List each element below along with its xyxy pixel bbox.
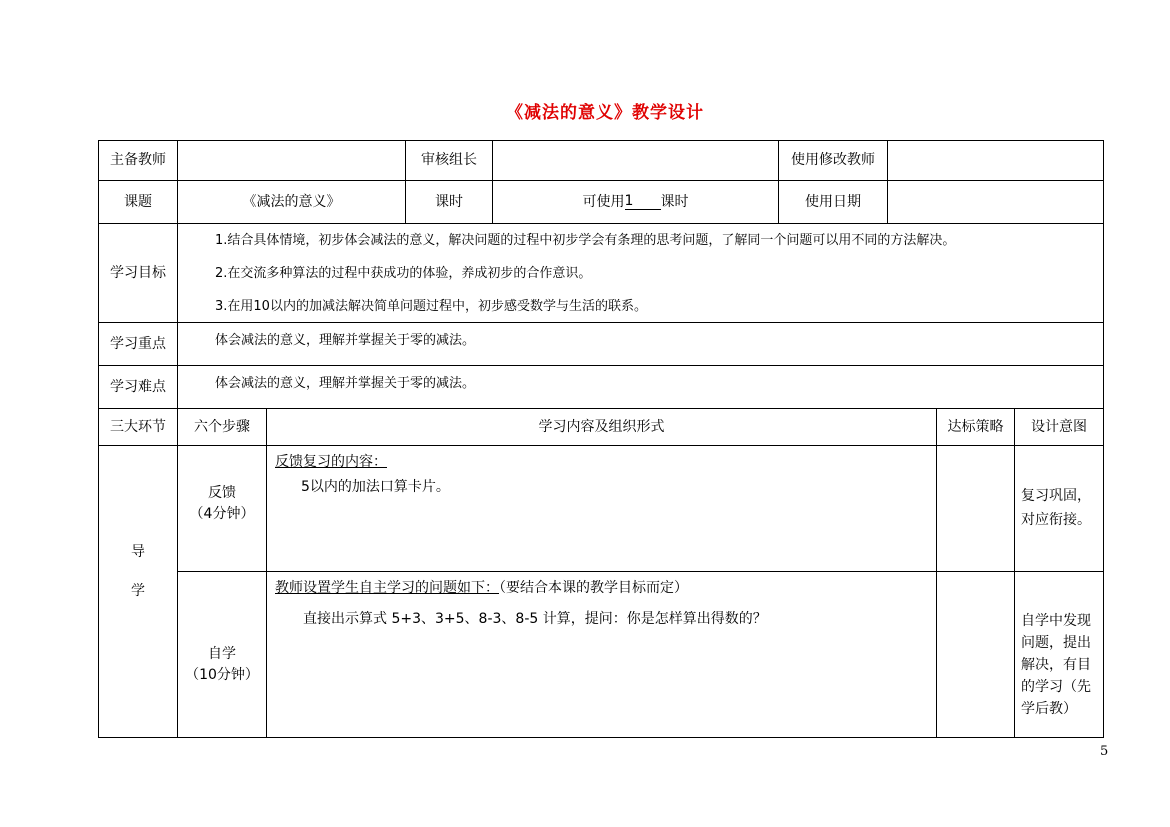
hours-value: 可使用 1 课时: [492, 180, 779, 224]
col-intent-header: 设计意图: [1014, 408, 1104, 446]
strategy-feedback: [936, 445, 1015, 572]
difficulty-text: 体会减法的意义，理解并掌握关于零的减法。: [177, 365, 1104, 409]
reviewer-label: 审核组长: [405, 140, 493, 181]
difficulty-label: 学习难点: [98, 365, 178, 409]
date-value: [887, 180, 1104, 224]
modifier-value: [887, 140, 1104, 181]
col-step-header: 六个步骤: [177, 408, 267, 446]
reviewer-value: [492, 140, 779, 181]
key-point-text: 体会减法的意义，理解并掌握关于零的减法。: [177, 322, 1104, 366]
hours-blank: 1: [625, 194, 661, 210]
step-feedback: 反馈 （4分钟）: [177, 445, 267, 572]
topic-value: 《减法的意义》: [177, 180, 406, 224]
selfstudy-heading-note: （要结合本课的教学目标而定）: [499, 580, 688, 596]
content-selfstudy: [266, 571, 937, 738]
topic-label: 课题: [98, 180, 178, 224]
content-feedback: [266, 445, 937, 572]
goals-label: 学习目标: [98, 223, 178, 323]
feedback-heading: 反馈复习的内容：: [275, 454, 387, 470]
strategy-selfstudy: [936, 571, 1015, 738]
date-label: 使用日期: [778, 180, 888, 224]
col-content-header: 学习内容及组织形式: [266, 408, 937, 446]
feedback-body: 5以内的加法口算卡片。: [301, 479, 450, 495]
selfstudy-heading-line: [275, 578, 928, 599]
col-strategy-header: 达标策略: [936, 408, 1015, 446]
step-selfstudy: 自学 （10分钟）: [177, 571, 267, 738]
teacher-value: [177, 140, 406, 181]
goals-content: [177, 223, 1104, 323]
goal-item: 1.结合具体情境，初步体会减法的意义，解决问题的过程中初步学会有条理的思考问题，了解同一个问题可以用不同的方法解决。: [215, 233, 956, 248]
selfstudy-body: 直接出示算式 5+3、3+5、8-3、8-5 计算，提问：你是怎样算出得数的？: [303, 611, 767, 627]
document-title: 《减法的意义》教学设计: [506, 103, 704, 123]
teacher-label: 主备教师: [98, 140, 178, 181]
col-stage-header: 三大环节: [98, 408, 178, 446]
stage-cell: 导 学: [98, 445, 178, 738]
hours-label: 课时: [405, 180, 493, 224]
modifier-label: 使用修改教师: [778, 140, 888, 181]
goal-item: 3.在用10以内的加减法解决简单问题过程中，初步感受数学与生活的联系。: [215, 299, 647, 314]
page-number: 5: [1100, 744, 1109, 759]
selfstudy-heading: 教师设置学生自主学习的问题如下：: [275, 580, 499, 596]
goal-item: 2.在交流多种算法的过程中获成功的体验，养成初步的合作意识。: [215, 266, 592, 281]
key-point-label: 学习重点: [98, 322, 178, 366]
intent-selfstudy: 自学中发现问题，提出解决，有目的学习（先学后教）: [1014, 571, 1104, 738]
intent-feedback: 复习巩固，对应衔接。: [1014, 445, 1104, 572]
